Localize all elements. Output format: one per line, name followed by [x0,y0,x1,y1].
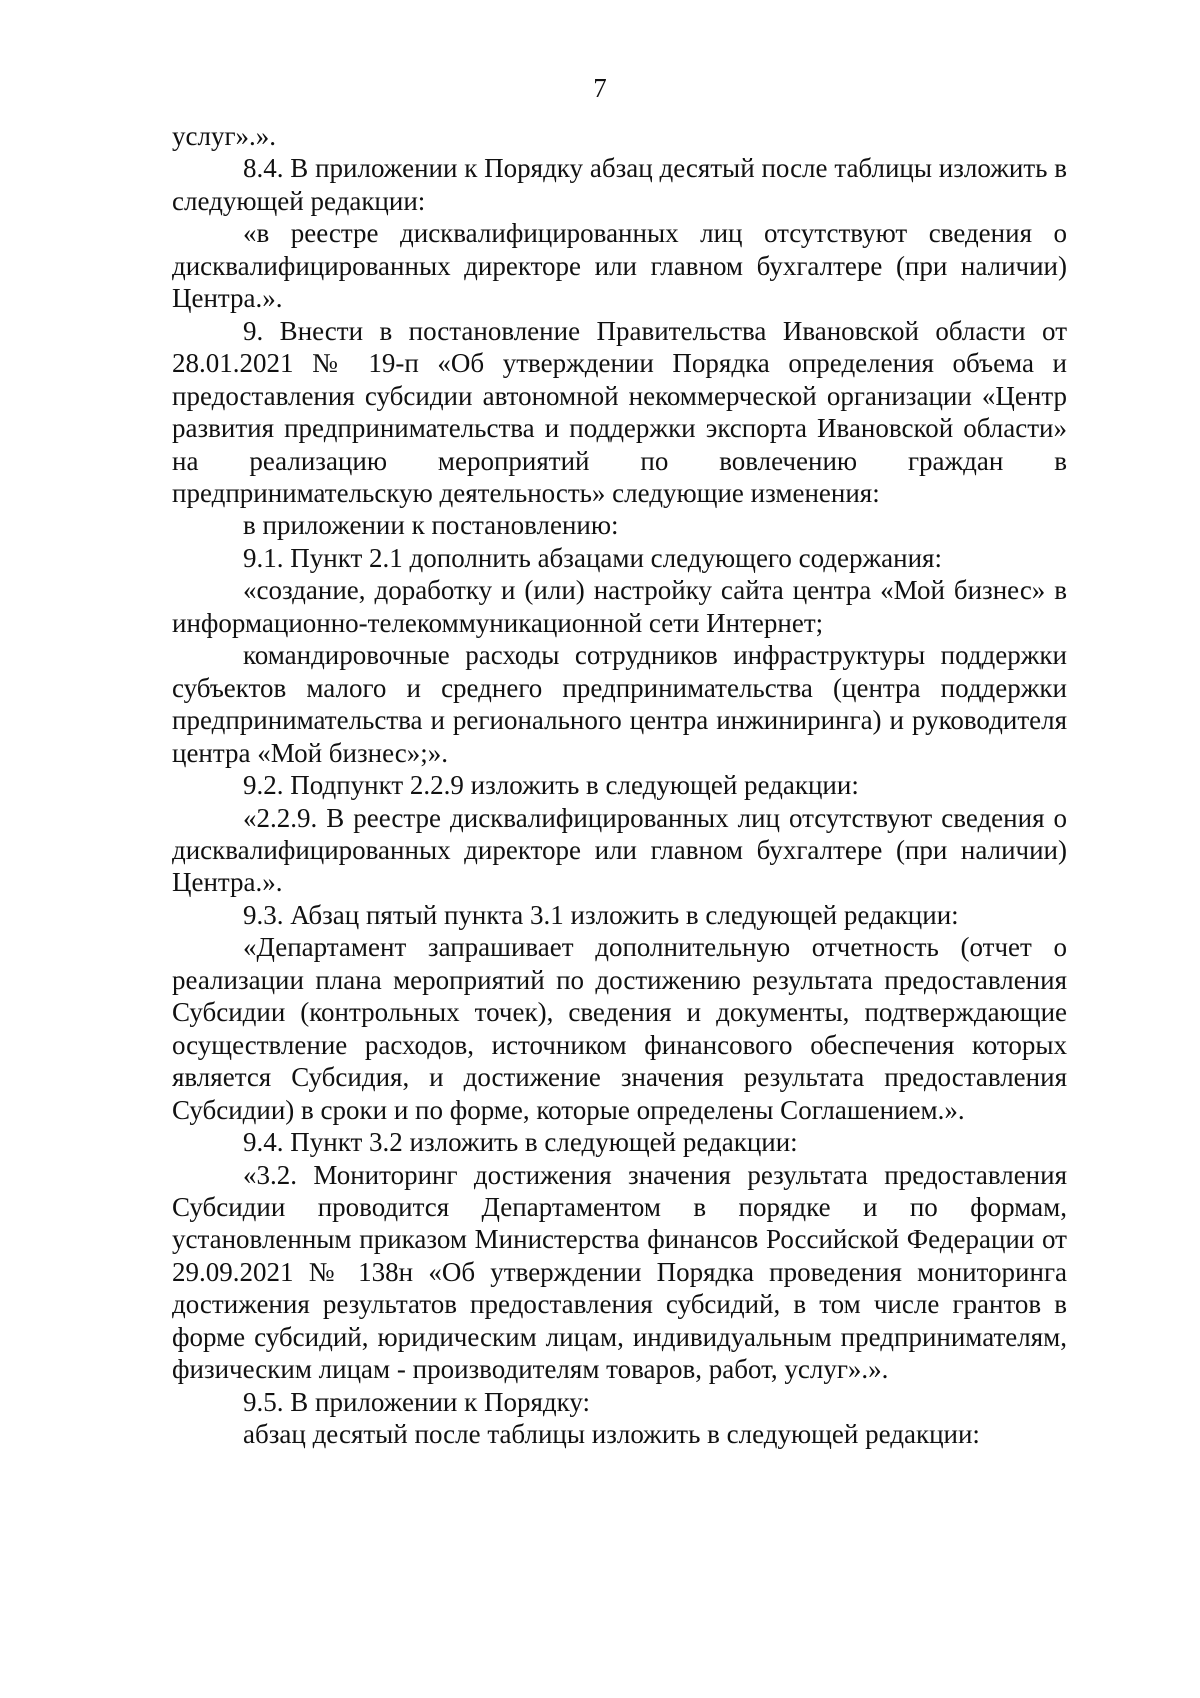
paragraph: 9.5. В приложении к Порядку: [243,1386,590,1417]
paragraph: «2.2.9. В реестре дисквалифицированных лиц отсутствуют сведения о дисквалифицированных директоре или главном бухгалтере (при наличии) Центра.». [172,802,1067,898]
paragraph: 9.1. Пункт 2.1 дополнить абзацами следующего содержания: [243,542,942,573]
paragraph: командировочные расходы сотрудников инфраструктуры поддержки субъектов малого и среднего предпринимательства (центра поддержки предпринимательства и регионального центра инжиниринга) и руководителя центра «Мой бизнес»;». [172,640,1067,768]
paragraph: 9.2. Подпункт 2.2.9 изложить в следующей редакции: [243,770,859,801]
paragraph: 8.4. В приложении к Порядку абзац десятый после таблицы изложить в следующей редакции: [172,153,1067,216]
paragraph: «Департамент запрашивает дополнительную отчетность (отчет о реализации плана мероприятий по достижению результата предоставления Субсидии (контрольных точек), сведения и документы, подтверждающие осуществление расходов, источником финансового обеспечения которых является Субсидия, и достижение значения результата предоставления Субсидии) в сроки и по форме, которые определены Соглашением.». [172,932,1067,1125]
paragraph: «3.2. Мониторинг достижения значения результата предоставления Субсидии проводится Департаментом в порядке и по формам, установленным приказом Министерства финансов Российской Федерации от 29.09.2021 № 138н «Об утверждении Порядка проведения мониторинга достижения результатов предоставления субсидий, в том числе грантов в форме субсидий, юридическим лицам, индивидуальным предпринимателям, физическим лицам - производителям товаров, работ, услуг».». [172,1159,1067,1385]
paragraph: в приложении к постановлению: [243,510,619,541]
paragraph: «в реестре дисквалифицированных лиц отсутствуют сведения о дисквалифицированных директоре или главном бухгалтере (при наличии) Центра.». [172,218,1067,314]
paragraph: 9.4. Пункт 3.2 изложить в следующей редакции: [243,1127,798,1158]
page-number: 7 [593,73,607,103]
document-body [172,120,1067,1451]
paragraph: 9. Внести в постановление Правительства Ивановской области от 28.01.2021 № 19-п «Об утверждении Порядка определения объема и предоставления субсидии автономной некоммерческой организации «Центр развития предпринимательства и поддержки экспорта Ивановской области» на реализацию мероприятий по вовлечению граждан в предпринимательскую деятельность» следующие изменения: [172,315,1067,508]
paragraph: абзац десятый после таблицы изложить в следующей редакции: [243,1419,980,1450]
paragraph: «создание, доработку и (или) настройку сайта центра «Мой бизнес» в информационно-телекоммуникационной сети Интернет; [172,575,1067,638]
paragraph: услуг».». [172,121,277,151]
paragraph: 9.3. Абзац пятый пункта 3.1 изложить в следующей редакции: [243,899,959,930]
